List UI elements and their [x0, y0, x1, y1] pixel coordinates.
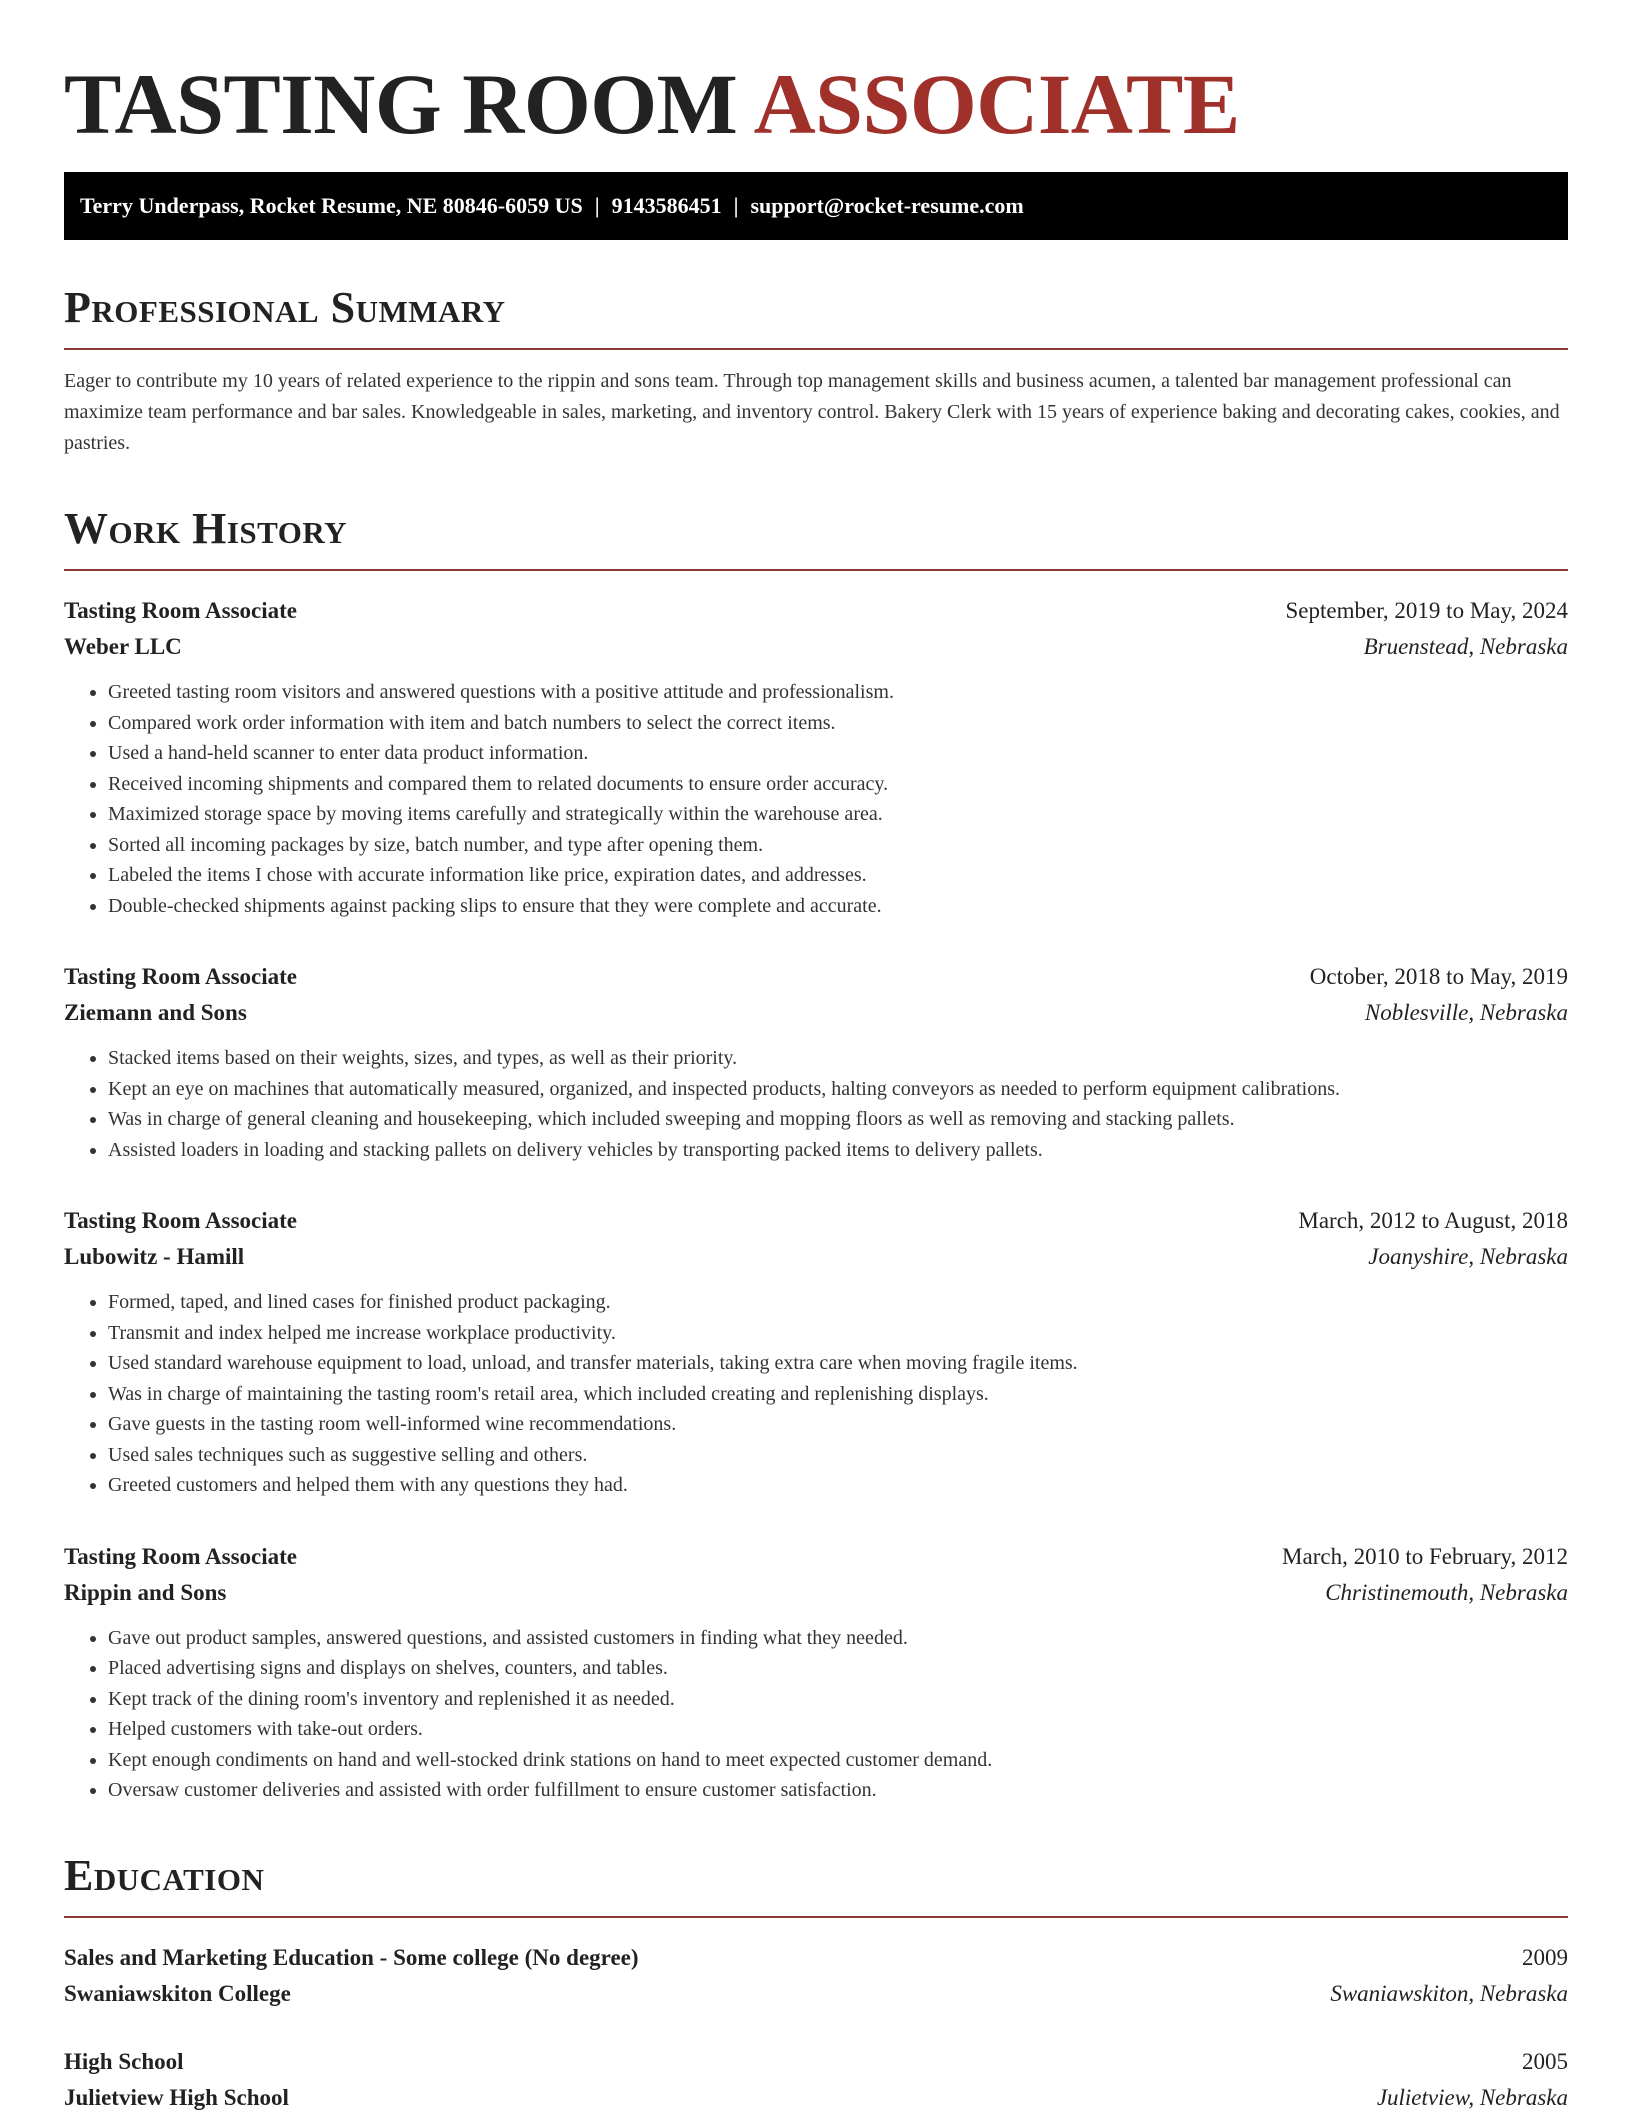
job-location: Bruenstead, Nebraska — [1363, 634, 1568, 659]
section-divider — [64, 1916, 1568, 1918]
job-duty: • Placed advertising signs and displays on shelves, counters, and tables. — [108, 1653, 1568, 1684]
job-entry — [64, 1539, 1568, 1806]
job-entry — [64, 593, 1568, 921]
job-duty: • Used sales techniques such as suggestive selling and others. — [108, 1440, 1568, 1471]
education-school: Julietview High School — [64, 2084, 289, 2110]
title-accent: ASSOCIATE — [753, 56, 1240, 152]
education-degree: High School — [64, 2048, 184, 2074]
education-school: Swaniawskiton College — [64, 1980, 291, 2006]
professional-summary-section — [64, 282, 1568, 459]
education-year: 2005 — [1522, 2048, 1568, 2074]
title-main: TASTING ROOM — [64, 56, 738, 152]
job-entry — [64, 1203, 1568, 1501]
education-header-row — [64, 2044, 1568, 2080]
job-duty: • Labeled the items I chose with accurate information like price, expiration dates, and addresses. — [108, 860, 1568, 891]
job-header-row — [64, 959, 1568, 995]
job-duties-list — [64, 677, 1568, 921]
job-company-row — [64, 1239, 1568, 1275]
section-divider — [64, 348, 1568, 350]
job-duty: • Kept an eye on machines that automatically measured, organized, and inspected products, halting conveyors as needed to perform equipment calibrations. — [108, 1074, 1568, 1105]
contact-separator: | — [733, 193, 739, 218]
job-duty: • Assisted loaders in loading and stacking pallets on delivery vehicles by transporting packed items to delivery pallets. — [108, 1135, 1568, 1166]
job-duty: • Used a hand-held scanner to enter data product information. — [108, 738, 1568, 769]
education-degree: Sales and Marketing Education - Some college (No degree) — [64, 1944, 639, 1970]
job-duty: • Gave out product samples, answered questions, and assisted customers in finding what they needed. — [108, 1623, 1568, 1654]
job-dates: October, 2018 to May, 2019 — [1309, 964, 1568, 989]
job-duty: • Sorted all incoming packages by size, batch number, and type after opening them. — [108, 830, 1568, 861]
contact-phone: 9143586451 — [611, 193, 722, 218]
job-dates: March, 2010 to February, 2012 — [1282, 1543, 1568, 1569]
job-title: Tasting Room Associate — [64, 964, 297, 989]
job-duty: • Kept enough condiments on hand and well-stocked drink stations on hand to meet expected customer demand. — [108, 1745, 1568, 1776]
section-heading: Education — [64, 1850, 265, 1900]
section-divider — [64, 569, 1568, 571]
job-company: Weber LLC — [64, 634, 182, 659]
job-location: Noblesville, Nebraska — [1364, 1000, 1568, 1025]
contact-bar — [64, 172, 1568, 240]
job-location: Joanyshire, Nebraska — [1368, 1244, 1568, 1269]
job-entry — [64, 959, 1568, 1165]
education-entry — [64, 2044, 1568, 2116]
job-duty: • Gave guests in the tasting room well-informed wine recommendations. — [108, 1409, 1568, 1440]
education-school-row — [64, 1976, 1568, 2012]
contact-email: support@rocket-resume.com — [750, 193, 1024, 218]
job-duty: • Oversaw customer deliveries and assisted with order fulfillment to ensure customer satisfaction. — [108, 1775, 1568, 1806]
job-duties-list — [64, 1043, 1568, 1165]
job-duty: • Was in charge of maintaining the tasting room's retail area, which included creating and replenishing displays. — [108, 1379, 1568, 1410]
job-title: Tasting Room Associate — [64, 1208, 297, 1233]
summary-text: Eager to contribute my 10 years of related experience to the rippin and sons team. Through top management skills and business acumen, a talented bar management professional can maximize team performance and bar sales. Knowledgeable in sales, marketing, and inventory control. Bakery Clerk with 15 years of experience baking and decorating cakes, cookies, and pastries. — [64, 370, 1560, 454]
education-location: Swaniawskiton, Nebraska — [1330, 1980, 1568, 2006]
job-company: Rippin and Sons — [64, 1579, 227, 1605]
job-duty: • Compared work order information with item and batch numbers to select the correct items. — [108, 708, 1568, 739]
job-company-row — [64, 1575, 1568, 1611]
job-title: Tasting Room Associate — [64, 1543, 297, 1569]
job-company-row — [64, 995, 1568, 1031]
job-duty: • Kept track of the dining room's inventory and replenished it as needed. — [108, 1684, 1568, 1715]
job-duty: • Was in charge of general cleaning and housekeeping, which included sweeping and mopping floors as well as removing and stacking pallets. — [108, 1104, 1568, 1135]
job-duty: • Stacked items based on their weights, sizes, and types, as well as their priority. — [108, 1043, 1568, 1074]
job-duty: • Greeted customers and helped them with any questions they had. — [108, 1470, 1568, 1501]
job-duty: • Helped customers with take-out orders. — [108, 1714, 1568, 1745]
section-heading: Professional Summary — [64, 283, 506, 332]
job-duties-list — [64, 1623, 1568, 1806]
education-location: Julietview, Nebraska — [1376, 2084, 1568, 2110]
job-company: Ziemann and Sons — [64, 1000, 247, 1025]
job-duty: • Transmit and index helped me increase workplace productivity. — [108, 1318, 1568, 1349]
section-heading: Work History — [64, 504, 348, 553]
job-company-row — [64, 629, 1568, 665]
contact-separator: | — [594, 193, 600, 218]
job-duty: • Formed, taped, and lined cases for finished product packaging. — [108, 1287, 1568, 1318]
job-duty: • Double-checked shipments against packing slips to ensure that they were complete and accurate. — [108, 891, 1568, 922]
job-dates: September, 2019 to May, 2024 — [1285, 598, 1568, 623]
education-entry — [64, 1940, 1568, 2012]
education-header-row — [64, 1940, 1568, 1976]
education-section — [64, 1850, 1568, 2116]
job-header-row — [64, 1203, 1568, 1239]
education-year: 2009 — [1522, 1944, 1568, 1970]
job-duties-list — [64, 1287, 1568, 1501]
job-title: Tasting Room Associate — [64, 598, 297, 623]
job-location: Christinemouth, Nebraska — [1325, 1579, 1568, 1605]
job-dates: March, 2012 to August, 2018 — [1298, 1208, 1568, 1233]
job-duty: • Received incoming shipments and compared them to related documents to ensure order accuracy. — [108, 769, 1568, 800]
job-duty: • Maximized storage space by moving items carefully and strategically within the warehouse area. — [108, 799, 1568, 830]
job-duty: • Greeted tasting room visitors and answered questions with a positive attitude and professionalism. — [108, 677, 1568, 708]
resume-title — [64, 56, 1568, 152]
job-company: Lubowitz - Hamill — [64, 1244, 245, 1269]
job-duty: • Used standard warehouse equipment to load, unload, and transfer materials, taking extra care when moving fragile items. — [108, 1348, 1568, 1379]
job-header-row — [64, 593, 1568, 629]
education-school-row — [64, 2080, 1568, 2116]
job-header-row — [64, 1539, 1568, 1575]
work-history-section — [64, 503, 1568, 1806]
contact-address: Terry Underpass, Rocket Resume, NE 80846-6059 US — [80, 193, 583, 218]
